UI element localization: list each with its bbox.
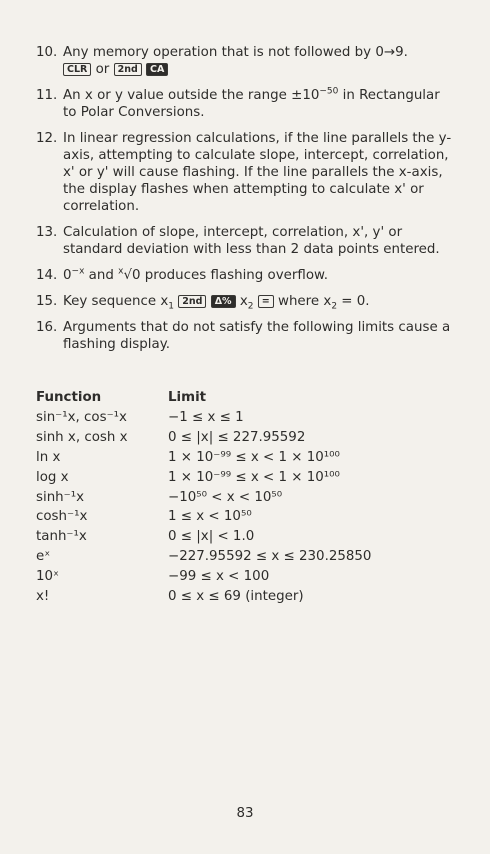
limit-cell: −10⁵⁰ < x < 10⁵⁰: [168, 489, 283, 505]
limit-cell: −227.95592 ≤ x ≤ 230.25850: [168, 549, 372, 565]
item-text-joiner: or: [95, 62, 110, 77]
list-item: [36, 224, 456, 258]
limit-cell: 1 × 10⁻⁹⁹ ≤ x < 1 × 10¹⁰⁰: [168, 449, 340, 465]
list-item: [36, 267, 456, 284]
table-row: [36, 408, 456, 428]
delta-percent-key: Δ%: [211, 295, 236, 308]
header-limit: Limit: [168, 390, 207, 405]
item-text: 0: [63, 268, 72, 283]
table-row: [36, 428, 456, 448]
item-number: 16.: [36, 320, 58, 335]
item-text: Any memory operation that is not followed by 0→9.: [63, 45, 408, 60]
table-row: [36, 488, 456, 508]
item-text: x: [235, 294, 248, 309]
table-row: [36, 567, 456, 587]
item-text: where x: [273, 294, 332, 309]
item-number: 15.: [36, 294, 58, 309]
equals-key: =: [258, 295, 274, 308]
item-text: Calculation of slope, intercept, correlation, x', y' or standard deviation with less than 2 data points entered.: [63, 225, 440, 257]
function-cell: 10ˣ: [36, 569, 59, 585]
table-row: [36, 587, 456, 607]
item-subscript: 1: [168, 301, 174, 312]
item-superscript: −x: [71, 266, 85, 277]
2nd-key: 2nd: [114, 63, 142, 76]
item-text: and: [84, 268, 119, 283]
header-function: Function: [36, 390, 102, 405]
function-cell: tanh⁻¹x: [36, 529, 87, 545]
limit-cell: 0 ≤ x ≤ 69 (integer): [168, 589, 304, 605]
limit-cell: 0 ≤ |x| ≤ 227.95592: [168, 429, 306, 445]
list-item: [36, 87, 456, 121]
list-item: [36, 130, 456, 215]
item-superscript: −50: [319, 86, 339, 97]
item-number: 10.: [36, 45, 58, 60]
function-cell: x!: [36, 589, 50, 605]
clr-key: CLR: [63, 63, 91, 76]
item-number: 13.: [36, 225, 58, 240]
root-index: x: [118, 266, 124, 277]
function-cell: eˣ: [36, 549, 51, 565]
item-subscript: 2: [331, 301, 338, 312]
table-row: [36, 448, 456, 468]
item-text: In linear regression calculations, if the line parallels the y-axis, attempting to calculate slope, intercept, correlation, x' or y' will cause flashing. If the line parallels the x-axis, the display flashes when attempting to calculate x' or correlation.: [63, 131, 452, 214]
item-subscript: 2: [247, 301, 254, 312]
item-text: √0 produces flashing overflow.: [123, 268, 329, 283]
table-row: [36, 507, 456, 527]
item-text: An x or y value outside the range ±10: [63, 88, 320, 103]
list-item: [36, 44, 456, 78]
table-row: [36, 468, 456, 488]
function-cell: log x: [36, 469, 69, 485]
item-number: 14.: [36, 268, 58, 283]
item-text: = 0.: [337, 294, 370, 309]
limit-cell: −1 ≤ x ≤ 1: [168, 410, 244, 425]
function-cell: sin⁻¹x, cos⁻¹x: [36, 410, 127, 425]
limit-cell: 1 × 10⁻⁹⁹ ≤ x < 1 × 10¹⁰⁰: [168, 469, 340, 485]
table-row: [36, 527, 456, 547]
page-number: 83: [236, 806, 254, 821]
function-limit-table: [36, 388, 456, 607]
limit-cell: 1 ≤ x < 10⁵⁰: [168, 509, 252, 525]
limit-cell: 0 ≤ |x| < 1.0: [168, 529, 255, 545]
function-cell: sinh x, cosh x: [36, 429, 128, 445]
list-item: [36, 293, 456, 310]
item-number: 11.: [36, 88, 58, 103]
item-text: Arguments that do not satisfy the following limits cause a flashing display.: [63, 320, 451, 352]
function-cell: cosh⁻¹x: [36, 509, 88, 525]
item-number: 12.: [36, 131, 58, 146]
limit-cell: −99 ≤ x < 100: [168, 569, 270, 585]
function-cell: ln x: [36, 449, 61, 465]
2nd-key: 2nd: [178, 295, 206, 308]
item-text: Key sequence x: [63, 294, 169, 309]
table-header: [36, 388, 456, 408]
item-text: in Rectangular to Polar Conversions.: [63, 88, 440, 120]
error-conditions-list: [36, 44, 456, 362]
table-row: [36, 547, 456, 567]
ca-key: CA: [146, 63, 168, 76]
function-cell: sinh⁻¹x: [36, 489, 85, 505]
list-item: [36, 319, 456, 353]
